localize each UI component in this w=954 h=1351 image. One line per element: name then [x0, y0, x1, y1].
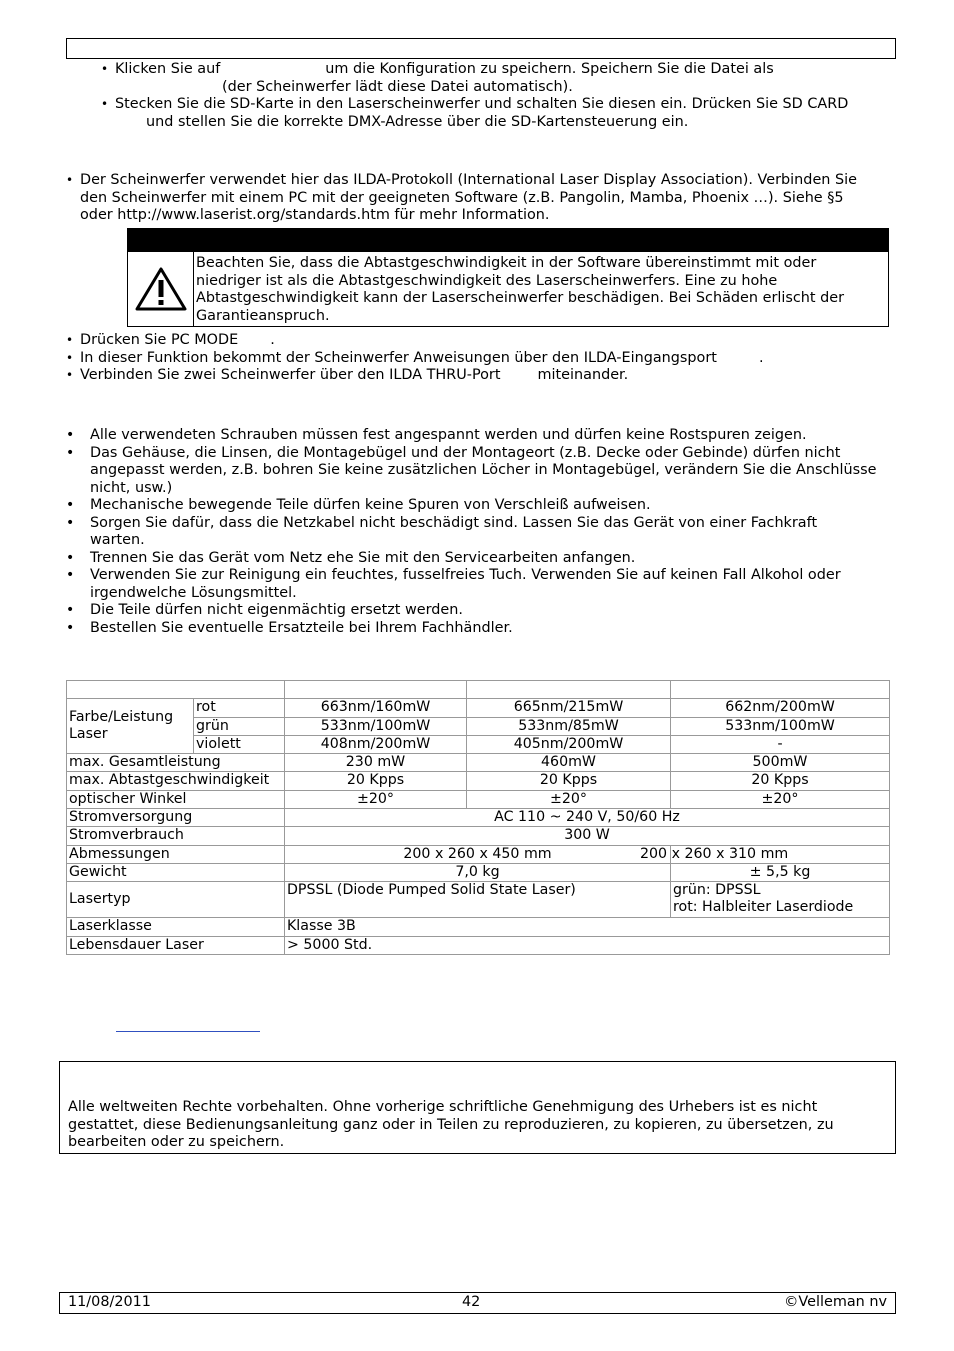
- list-item: • Klicken Sie auf um die Konfiguration zu speichern. Speichern Sie die Datei als (der Scheinwerfer lädt diese Datei automatisch).: [101, 61, 901, 96]
- list-item: • Mechanische bewegende Teile dürfen keine Spuren von Verschleiß aufweisen.: [66, 497, 896, 515]
- list-item: • Trennen Sie das Gerät vom Netz ehe Sie mit den Servicearbeiten anfangen.: [66, 550, 896, 568]
- warning-header-bar: [127, 228, 889, 251]
- table-row: max. Gesamtleistung 230 mW 460mW 500mW: [67, 754, 890, 772]
- ilda-intro-list: [66, 172, 896, 225]
- list-item: • In dieser Funktion bekommt der Scheinwerfer Anweisungen über den ILDA-Eingangsport .: [66, 350, 896, 368]
- copyright-box: [59, 1061, 896, 1154]
- footer-date: 11/08/2011: [68, 1294, 151, 1310]
- pc-mode-list: [66, 332, 896, 385]
- footer-page-number: 42: [462, 1294, 481, 1310]
- table-row: Stromverbrauch 300 W: [67, 827, 890, 845]
- table-row: optischer Winkel ±20° ±20° ±20°: [67, 790, 890, 808]
- table-row: Gewicht 7,0 kg ± 5,5 kg: [67, 863, 890, 881]
- spec-table: [66, 680, 890, 955]
- maintenance-list: [66, 427, 896, 637]
- warning-icon: [128, 252, 194, 326]
- table-row: violett 408nm/200mW 405nm/200mW -: [67, 735, 890, 753]
- website-link-underline[interactable]: [116, 1031, 260, 1032]
- table-row: Stromversorgung AC 110 ~ 240 V, 50/60 Hz: [67, 809, 890, 827]
- table-row: Lasertyp DPSSL (Diode Pumped Solid State Laser) grün: DPSSL rot: Halbleiter Laserdiode: [67, 882, 890, 918]
- list-item: • Sorgen Sie dafür, dass die Netzkabel nicht beschädigt sind. Lassen Sie das Gerät von einer Fachkraft warten.: [66, 515, 896, 550]
- table-row: Abmessungen 200 x 260 x 450 mm 200 x 260 x 310 mm: [67, 845, 890, 863]
- list-item: • Stecken Sie die SD-Karte in den Laserscheinwerfer und schalten Sie diesen ein. Drücken Sie SD CARD und stellen Sie die korrekte DMX-Adresse über die SD-Kartensteuerung ein.: [101, 96, 901, 131]
- header-box: [66, 38, 896, 59]
- list-item: • Alle verwendeten Schrauben müssen fest angespannt werden und dürfen keine Rostspuren zeigen.: [66, 427, 896, 445]
- list-item: • Der Scheinwerfer verwendet hier das ILDA-Protokoll (International Laser Display Association). Verbinden Sie den Scheinwerfer mit einem PC mit der geeigneten Software (z.B. Pangolin, Mamba, Phoenix …). Siehe §5 oder http://www.laserist.org/standards.htm für mehr Information.: [66, 172, 896, 225]
- sd-steps-list: [101, 61, 901, 131]
- list-item: • Drücken Sie PC MODE .: [66, 332, 896, 350]
- warning-box: [127, 251, 889, 327]
- table-row: Laserklasse Klasse 3B: [67, 918, 890, 936]
- list-item: • Verwenden Sie zur Reinigung ein feuchtes, fusselfreies Tuch. Verwenden Sie auf keinen Fall Alkohol oder irgendwelche Lösungsmittel.: [66, 567, 896, 602]
- table-row: grün 533nm/100mW 533nm/85mW 533nm/100mW: [67, 717, 890, 735]
- table-header-row: [67, 681, 890, 699]
- list-item: • Das Gehäuse, die Linsen, die Montagebügel und der Montageort (z.B. Decke oder Gebinde) dürfen nicht angepasst werden, z.B. bohren Sie keine zusätzlichen Löcher in Montagebügel, verändern Sie die Anschlüsse nicht, usw.): [66, 445, 896, 498]
- footer-brand: ©Velleman nv: [784, 1294, 887, 1310]
- list-item: • Verbinden Sie zwei Scheinwerfer über den ILDA THRU-Port miteinander.: [66, 367, 896, 385]
- warning-text: Beachten Sie, dass die Abtastgeschwindigkeit in der Software übereinstimmt mit oder niedriger ist als die Abtastgeschwindigkeit des Laserscheinwerfers. Eine zu hohe Abtastgeschwindigkeit kann der Laserscheinwerfer beschädigen. Bei Schäden erlischt der Garantieanspruch.: [196, 255, 845, 324]
- copyright-text: Alle weltweiten Rechte vorbehalten. Ohne vorherige schriftliche Genehmigung des Urhebers ist es nicht gestattet, diese Bedienungsanleitung ganz oder in Teilen zu reproduzieren, zu kopieren, zu übersetzen, zu bearbeiten oder zu speichern.: [68, 1099, 834, 1150]
- list-item: • Bestellen Sie eventuelle Ersatzteile bei Ihrem Fachhändler.: [66, 620, 896, 638]
- table-row: Lebensdauer Laser > 5000 Std.: [67, 936, 890, 954]
- table-row: Farbe/Leistung Laser rot 663nm/160mW 665nm/215mW 662nm/200mW: [67, 699, 890, 717]
- table-row: max. Abtastgeschwindigkeit 20 Kpps 20 Kpps 20 Kpps: [67, 772, 890, 790]
- list-item: • Die Teile dürfen nicht eigenmächtig ersetzt werden.: [66, 602, 896, 620]
- page-footer: [59, 1292, 896, 1314]
